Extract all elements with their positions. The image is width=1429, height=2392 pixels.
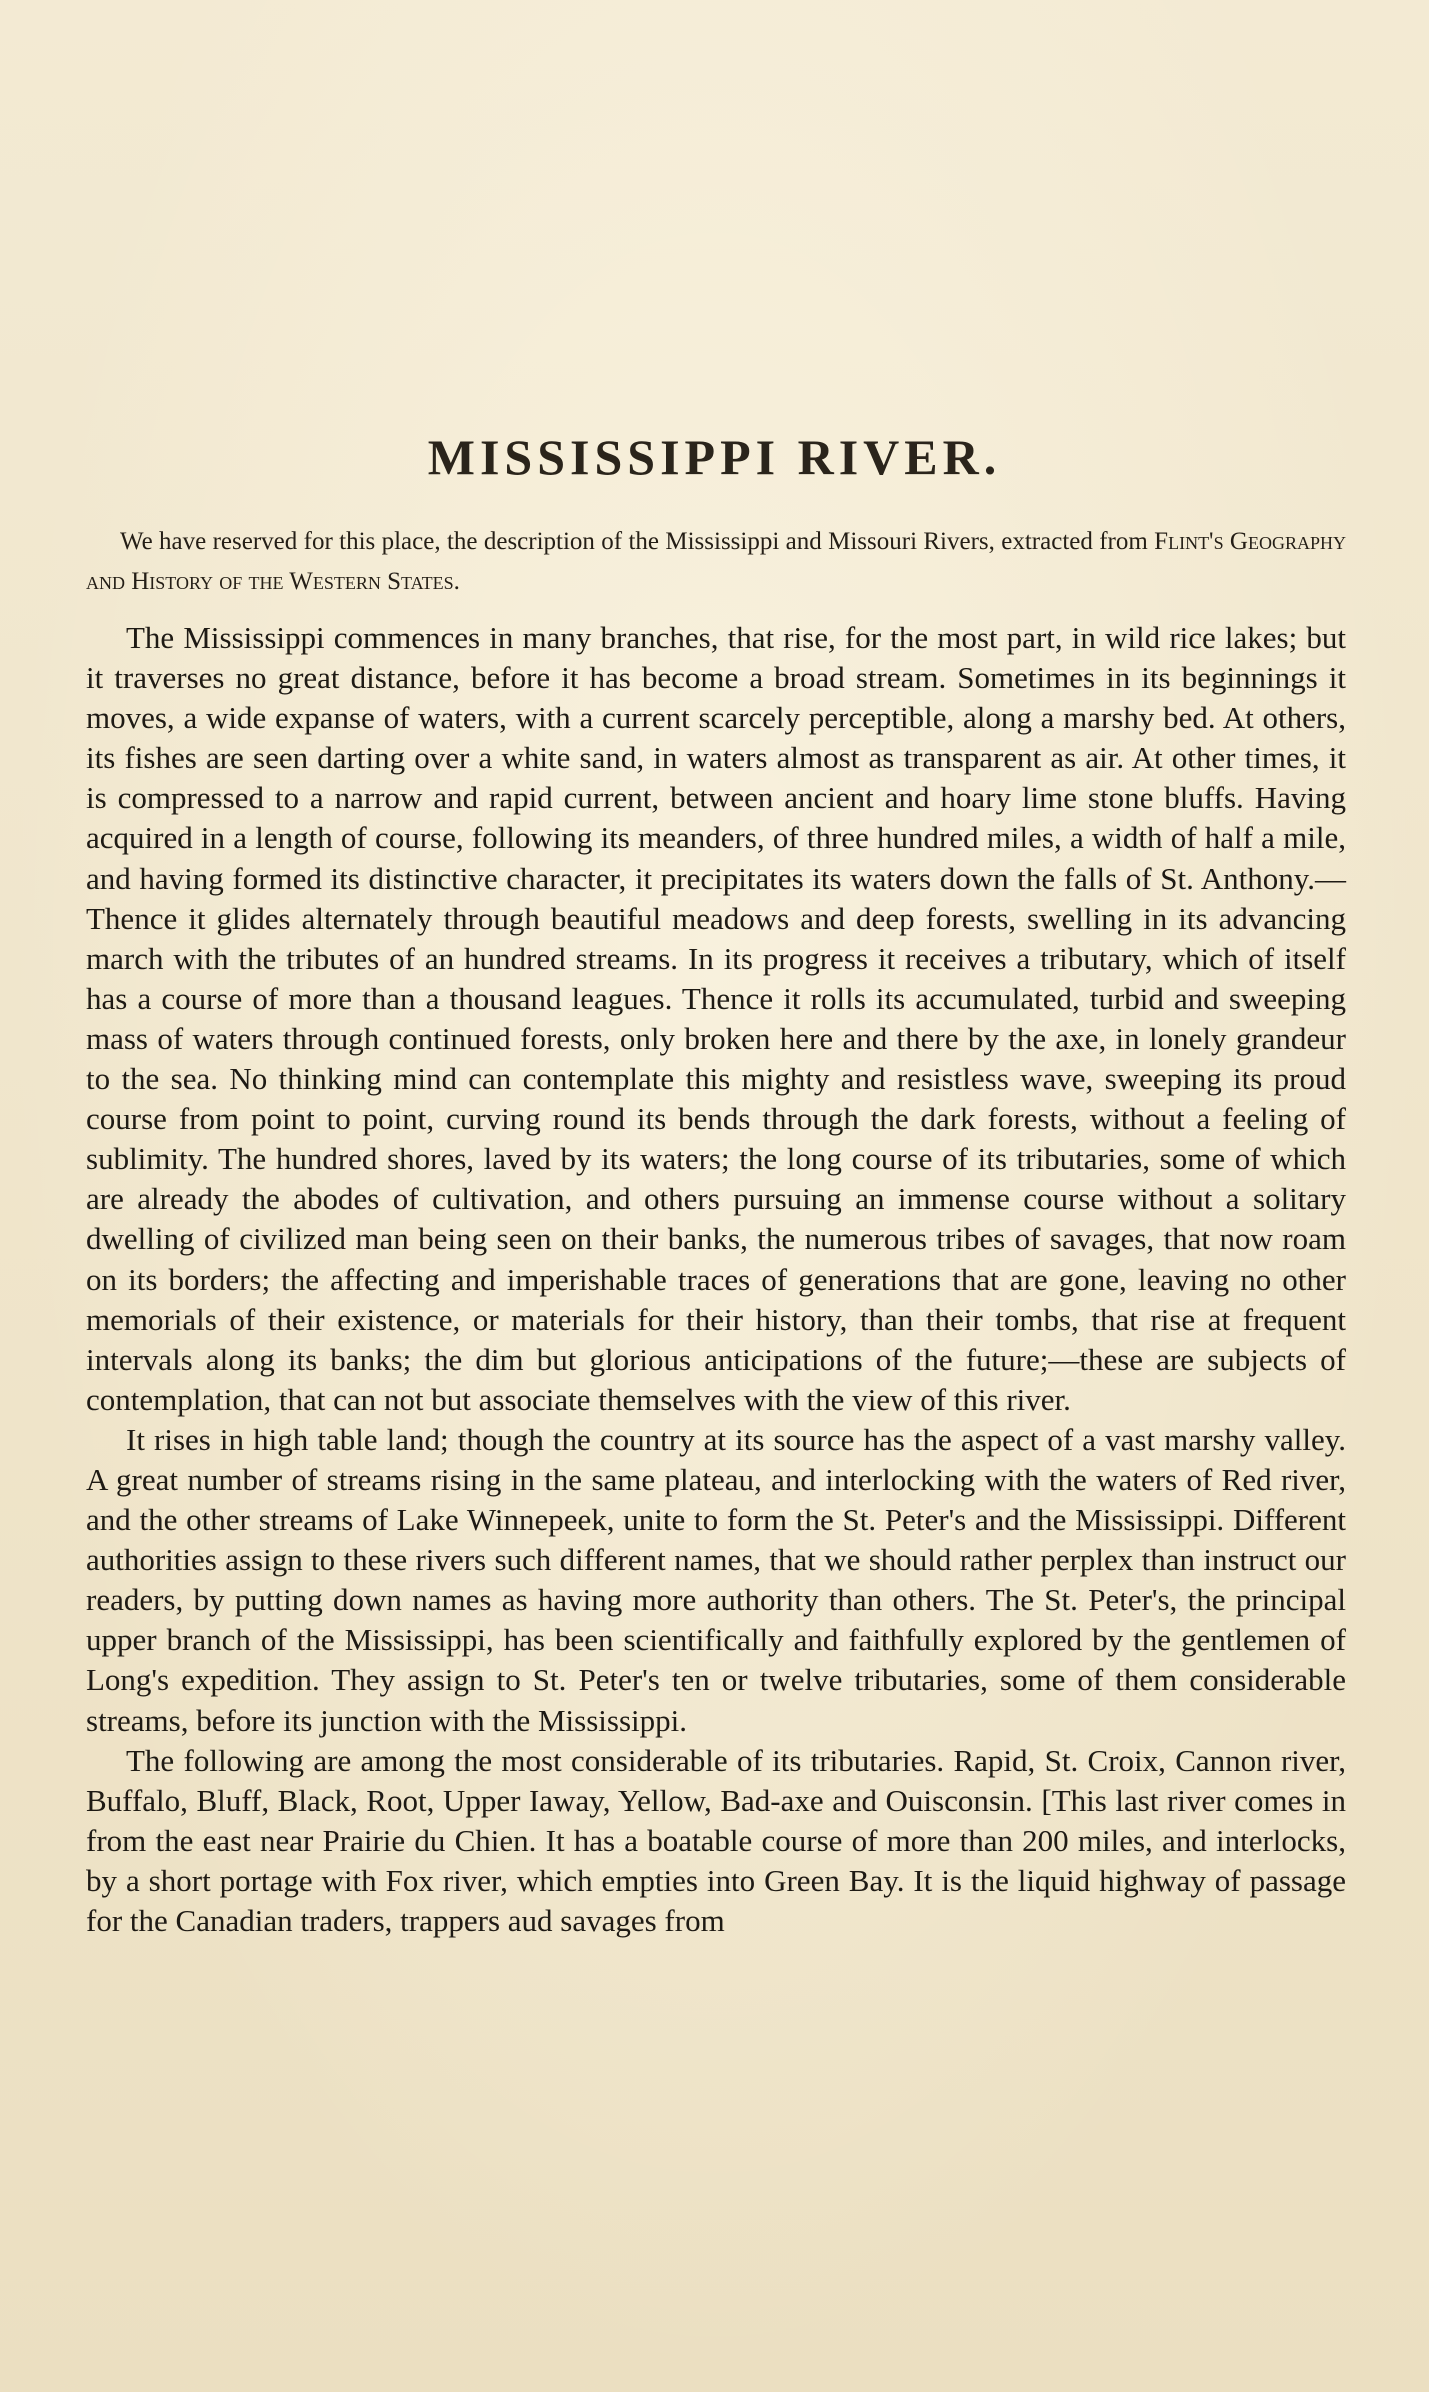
intro-text: We have reserved for this place, the description of the Mississippi and Missouri Rivers, extracted from	[120, 528, 1155, 555]
page-title: MISSISSIPPI RIVER.	[427, 429, 1002, 485]
intro-end: .	[453, 568, 460, 595]
body-text	[86, 618, 1346, 1941]
paragraph-3: The following are among the most considerable of its tributaries. Rapid, St. Croix, Cannon river, Buffalo, Bluff, Black, Root, Upper Iaway, Yellow, Bad-axe and Ouisconsin. [This last river comes in from the east near Prairie du Chien. It has a boatable course of more than 200 miles, and interlocks, by a short portage with Fox river, which empties into Green Bay. It is the liquid highway of passage for the Canadian traders, trappers aud savages from	[86, 1742, 1346, 1938]
intro-note	[86, 522, 1346, 602]
paragraph-2: It rises in high table land; though the country at its source has the aspect of a vast marshy valley. A great number of streams rising in the same plateau, and interlocking with the waters of Red river, and the other streams of Lake Winnepeek, unite to form the St. Peter's and the Mississippi. Different authorities assign to these rivers such different names, that we should rather perplex than instruct our readers, by putting down names as having more authority than others. The St. Peter's, the principal upper branch of the Mississippi, has been scientifically and faithfully explored by the gentlemen of Long's expedition. They assign to St. Peter's ten or twelve tributaries, some of them considerable streams, before its junction with the Mississippi.	[86, 1421, 1346, 1738]
paragraph-1: The Mississippi commences in many branches, that rise, for the most part, in wild rice lakes; but it traverses no great distance, before it has become a broad stream. Sometimes in its beginnings it moves, a wide expanse of waters, with a current scarcely perceptible, along a marshy bed. At others, its fishes are seen darting over a white sand, in waters almost as transparent as air. At other times, it is compressed to a narrow and rapid current, between ancient and hoary lime stone bluffs. Having acquired in a length of course, following its meanders, of three hundred miles, a width of half a mile, and having formed its distinctive character, it precipitates its waters down the falls of St. Anthony.—Thence it glides alternately through beautiful meadows and deep forests, swelling in its advancing march with the tributes of an hundred streams. In its progress it receives a tributary, which of itself has a course of more than a thousand leagues. Thence it rolls its accumulated, turbid and sweeping mass of waters through continued forests, only broken here and there by the axe, in lonely grandeur to the sea. No thinking mind can contemplate this mighty and resistless wave, sweeping its proud course from point to point, curving round its bends through the dark forests, without a feeling of sublimity. The hundred shores, laved by its waters; the long course of its tributaries, some of which are already the abodes of cultivation, and others pursuing an immense course without a solitary dwelling of civilized man being seen on their banks, the numerous tribes of savages, that now roam on its borders; the affecting and imperishable traces of generations that are gone, leaving no other memorials of their existence, or materials for their history, than their tombs, that rise at frequent intervals along its banks; the dim but glorious anticipations of the future;—these are subjects of contemplation, that can not but associate themselves with the view of this river.	[86, 620, 1346, 1417]
intro-source: Flint's Geography and History of the Western States	[86, 528, 1346, 595]
